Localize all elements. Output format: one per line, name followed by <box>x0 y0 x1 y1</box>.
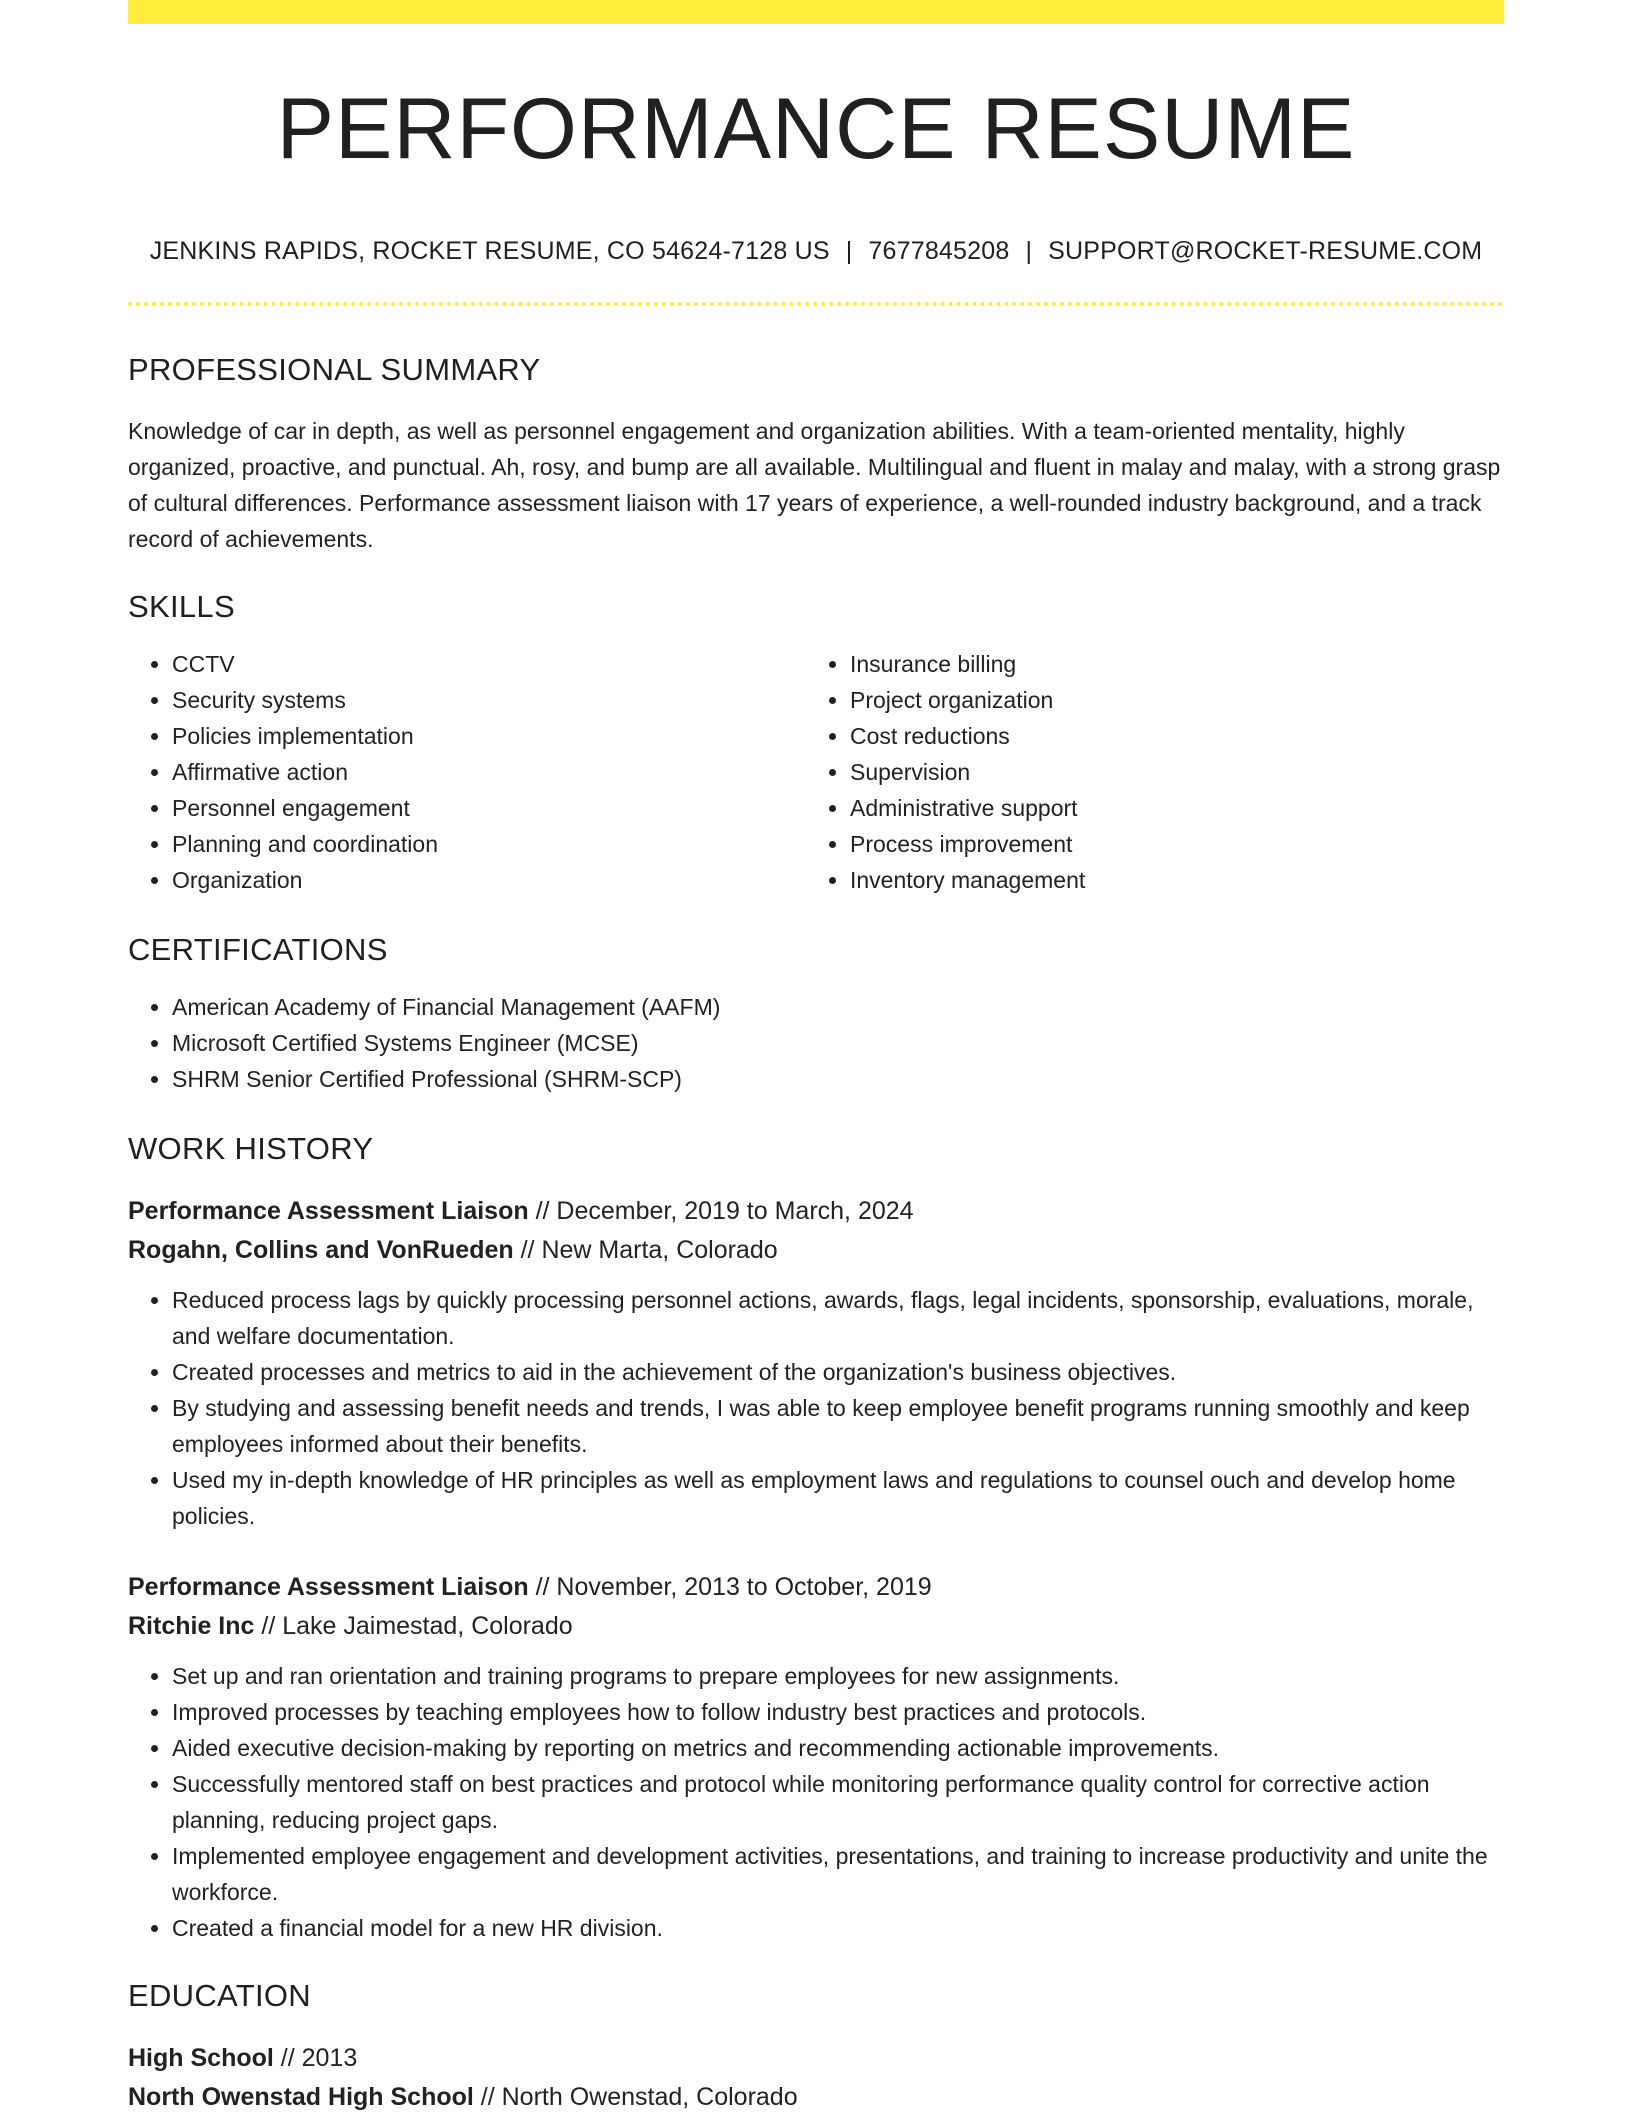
skill-item: • Process improvement <box>850 826 1484 862</box>
skill-item: • Project organization <box>850 682 1484 718</box>
job-role: Performance Assessment Liaison <box>128 1572 529 1601</box>
job-bullets <box>128 1658 1504 1946</box>
skill-item: • Organization <box>172 862 806 898</box>
work-history-heading: WORK HISTORY <box>128 1130 374 1166</box>
skill-item: • Inventory management <box>850 862 1484 898</box>
skill-item: • Security systems <box>172 682 806 718</box>
skill-item: • Insurance billing <box>850 646 1484 682</box>
job-dates: // December, 2019 to March, 2024 <box>528 1196 914 1225</box>
contact-address: JENKINS RAPIDS, ROCKET RESUME, CO 54624-7128 US <box>149 237 830 265</box>
job-role: Performance Assessment Liaison <box>128 1196 529 1225</box>
education-degree-line <box>128 2039 1504 2078</box>
skills-column-right <box>806 646 1484 898</box>
job-bullet: • Aided executive decision-making by reporting on metrics and recommending actionable improvements. <box>172 1730 1504 1766</box>
job-dates: // November, 2013 to October, 2019 <box>528 1572 932 1601</box>
certification-item: • Microsoft Certified Systems Engineer (MCSE) <box>172 1025 1504 1061</box>
education-heading: EDUCATION <box>128 1977 311 2013</box>
certifications-section <box>128 931 1504 1097</box>
contact-phone: 7677845208 <box>868 237 1010 265</box>
contact-line <box>128 238 1504 266</box>
education-location: // North Owenstad, Colorado <box>473 2082 798 2111</box>
skills-column-left <box>128 646 806 898</box>
job-company-line <box>128 1231 1504 1270</box>
education-year: // 2013 <box>273 2043 358 2072</box>
summary-text: Knowledge of car in depth, as well as personnel engagement and organization abilities. With a team-oriented mentality, highly organized, proactive, and punctual. Ah, rosy, and bump are all available. Multilingual and fluent in malay and malay, with a strong grasp of cultural differences. Performance assessment liaison with 17 years of experience, a well-rounded industry background, and a track record of achievements. <box>128 417 1501 552</box>
skill-item: • Supervision <box>850 754 1484 790</box>
contact-separator: | <box>845 237 853 265</box>
certifications-list <box>128 989 1504 1097</box>
skill-item: • CCTV <box>172 646 806 682</box>
job-entry <box>128 1192 1504 1534</box>
certification-item: • American Academy of Financial Management (AAFM) <box>172 989 1504 1025</box>
skills-grid <box>128 646 1504 898</box>
resume-title: PERFORMANCE RESUME <box>276 81 1356 177</box>
education-entry <box>128 2039 1504 2117</box>
summary-heading: PROFESSIONAL SUMMARY <box>128 351 541 387</box>
contact-email: SUPPORT@ROCKET-RESUME.COM <box>1048 237 1483 265</box>
job-bullet: • By studying and assessing benefit needs and trends, I was able to keep employee benefit programs running smoothly and keep employees informed about their benefits. <box>172 1390 1504 1462</box>
job-bullet: • Used my in-depth knowledge of HR principles as well as employment laws and regulations to counsel ouch and develop home policies. <box>172 1462 1504 1534</box>
skill-item: • Planning and coordination <box>172 826 806 862</box>
dotted-divider <box>128 302 1504 306</box>
skills-heading: SKILLS <box>128 588 235 624</box>
job-location: // Lake Jaimestad, Colorado <box>254 1611 573 1640</box>
certifications-heading: CERTIFICATIONS <box>128 931 388 967</box>
skills-section <box>128 588 1504 898</box>
work-history-section <box>128 1130 1504 1946</box>
contact-separator: | <box>1025 237 1033 265</box>
education-school-line <box>128 2078 1504 2117</box>
job-bullets <box>128 1282 1504 1534</box>
skill-item: • Administrative support <box>850 790 1484 826</box>
job-bullet: • Implemented employee engagement and development activities, presentations, and training to increase productivity and unite the workforce. <box>172 1838 1504 1910</box>
skill-item: • Cost reductions <box>850 718 1484 754</box>
job-entry <box>128 1568 1504 1946</box>
job-role-line <box>128 1568 1504 1607</box>
skill-item: • Personnel engagement <box>172 790 806 826</box>
skill-item: • Policies implementation <box>172 718 806 754</box>
job-company-line <box>128 1607 1504 1646</box>
job-bullet: • Reduced process lags by quickly processing personnel actions, awards, flags, legal incidents, sponsorship, evaluations, morale, and welfare documentation. <box>172 1282 1504 1354</box>
job-bullet: • Created a financial model for a new HR division. <box>172 1910 1504 1946</box>
job-company: Rogahn, Collins and VonRueden <box>128 1235 514 1264</box>
education-school: North Owenstad High School <box>128 2082 474 2111</box>
certification-item: • SHRM Senior Certified Professional (SHRM-SCP) <box>172 1061 1504 1097</box>
job-role-line <box>128 1192 1504 1231</box>
job-bullet: • Created processes and metrics to aid in the achievement of the organization's business objectives. <box>172 1354 1504 1390</box>
summary-section <box>128 351 1504 557</box>
accent-top-bar <box>128 0 1504 24</box>
education-section <box>128 1977 1504 2117</box>
job-bullet: • Set up and ran orientation and training programs to prepare employees for new assignments. <box>172 1658 1504 1694</box>
job-bullet: • Successfully mentored staff on best practices and protocol while monitoring performance quality control for corrective action planning, reducing project gaps. <box>172 1766 1504 1838</box>
job-company: Ritchie Inc <box>128 1611 255 1640</box>
job-bullet: • Improved processes by teaching employees how to follow industry best practices and protocols. <box>172 1694 1504 1730</box>
education-degree: High School <box>128 2043 274 2072</box>
resume-page <box>128 0 1504 2117</box>
skill-item: • Affirmative action <box>172 754 806 790</box>
job-location: // New Marta, Colorado <box>513 1235 778 1264</box>
